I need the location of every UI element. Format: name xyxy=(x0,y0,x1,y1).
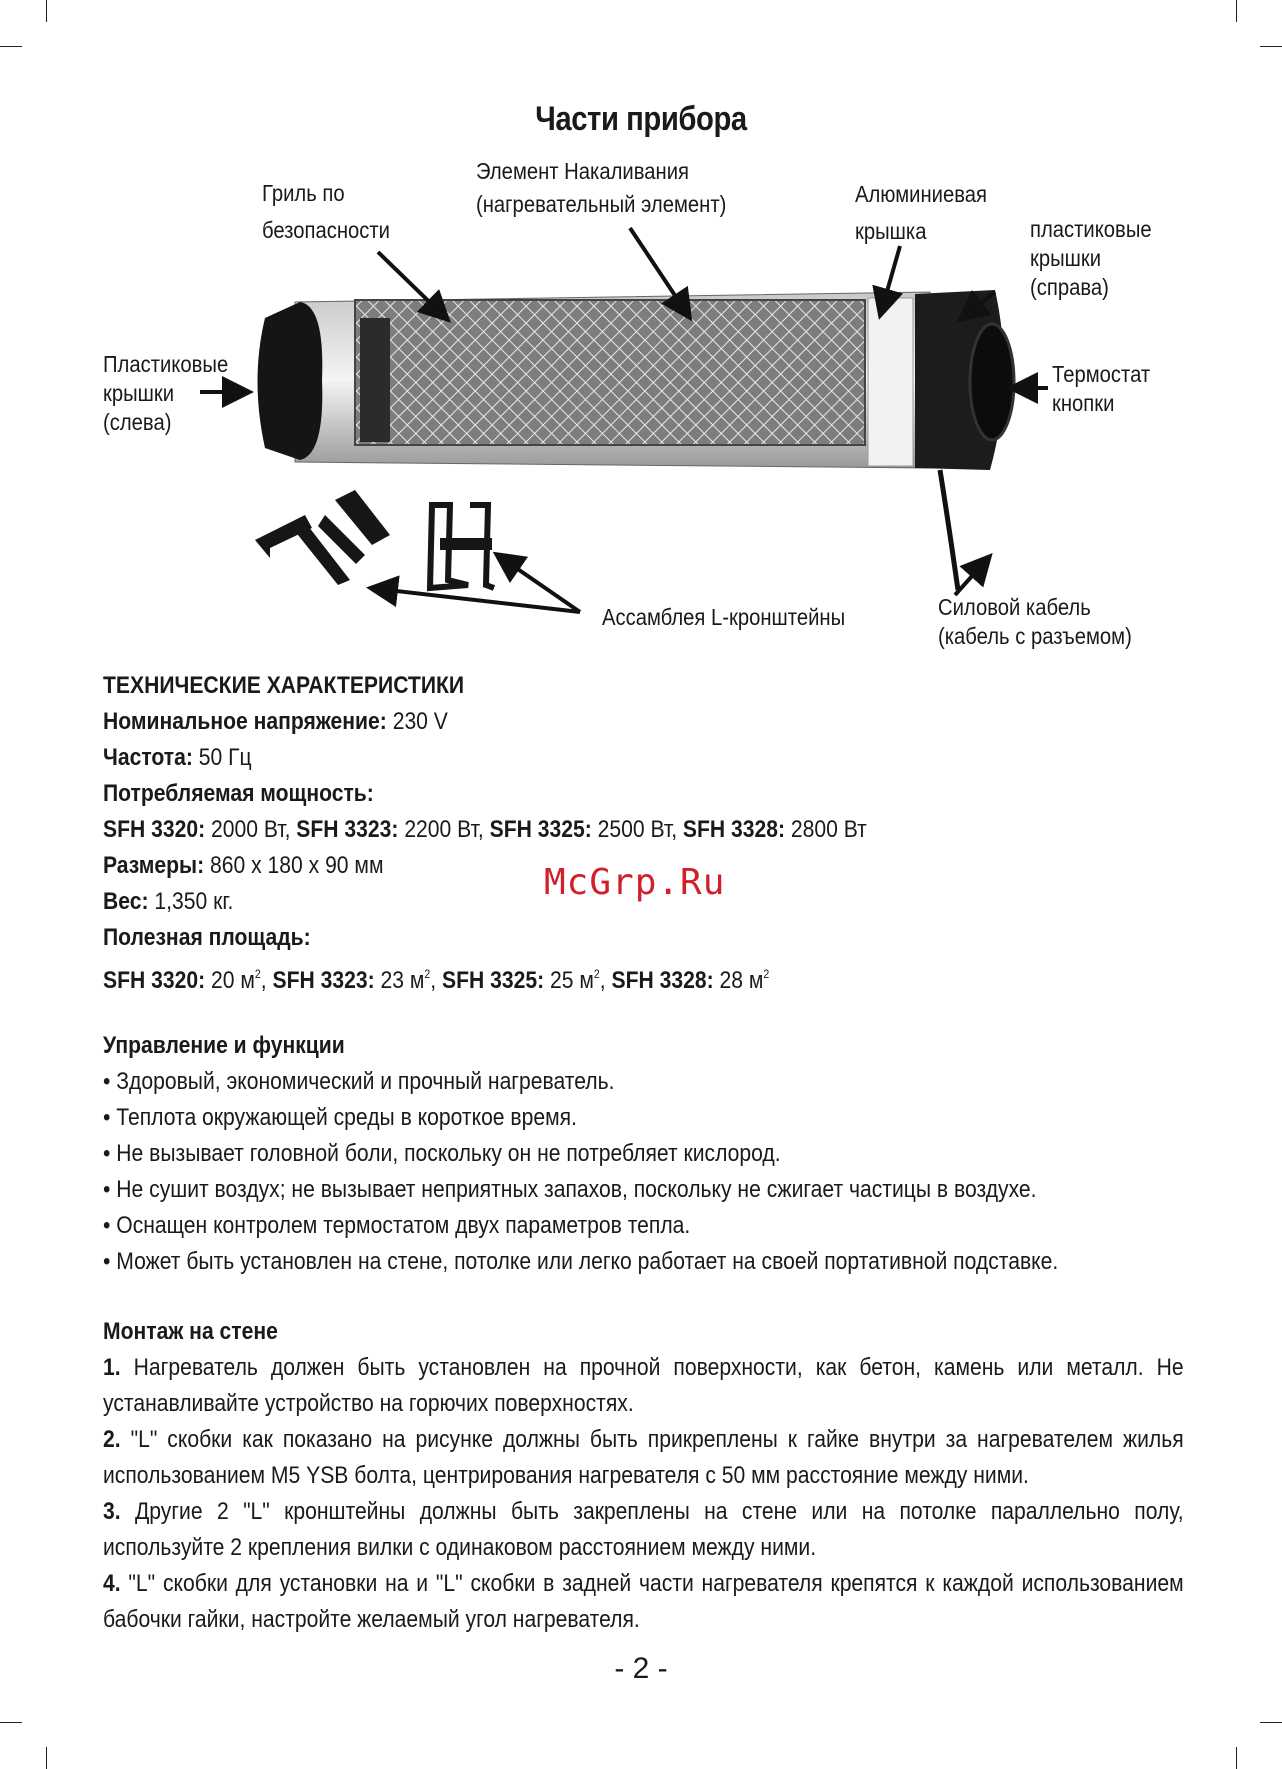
label-line: (справа) xyxy=(1030,274,1109,300)
spec-label: Размеры: xyxy=(103,852,205,879)
mounting-step xyxy=(103,1566,1184,1638)
spec-label: Полезная площадь: xyxy=(103,924,311,951)
unit-exponent: 2 xyxy=(254,967,261,981)
spec-power-models xyxy=(103,812,1053,848)
label-left-caps xyxy=(103,350,228,437)
step-number: 4. xyxy=(103,1570,121,1597)
model-name: SFH 3323: xyxy=(272,967,375,994)
label-line: пластиковые xyxy=(1030,216,1152,242)
feature-item: • Оснащен контролем термостатом двух параметров тепла. xyxy=(103,1208,1053,1244)
model-name: SFH 3325: xyxy=(442,967,545,994)
controls-heading: Управление и функции xyxy=(103,1032,345,1059)
left-cap xyxy=(258,302,323,460)
label-line: крышки xyxy=(103,380,175,406)
crop-mark xyxy=(46,1747,47,1769)
label-line: кнопки xyxy=(1052,390,1115,416)
label-line: Ассамблея L-кронштейны xyxy=(602,604,846,630)
spec-value: 860 х 180 х 90 мм xyxy=(204,852,384,879)
unit-exponent: 2 xyxy=(424,967,431,981)
spec-value: 230 V xyxy=(386,708,448,735)
thermostat-knob xyxy=(970,324,1014,440)
page-number: - 2 - xyxy=(614,1652,668,1685)
label-line: (слева) xyxy=(103,409,172,435)
label-line: безопасности xyxy=(262,217,390,243)
unit-exponent: 2 xyxy=(763,967,770,981)
spec-power-heading xyxy=(103,776,1053,812)
feature-item: • Здоровый, экономический и прочный нагреватель. xyxy=(103,1064,1053,1100)
model-value: 2800 Вт xyxy=(785,816,867,843)
label-line: Пластиковые xyxy=(103,351,229,377)
mounting-section xyxy=(103,1314,1184,1638)
label-line: Термостат xyxy=(1052,361,1151,387)
crop-mark xyxy=(0,1722,22,1723)
model-value: 20 м xyxy=(205,967,255,994)
step-text: "L" скобки как показано на рисунке должны быть прикреплены к гайке внутри за нагревателем жилья использованием М5 YSB болта, центрирования нагревателя с 50 мм расстояние между ними. xyxy=(103,1426,1184,1489)
spec-voltage xyxy=(103,704,1053,740)
aluminum-cover xyxy=(868,298,913,466)
step-text: "L" скобки для установки на и "L" скобки в задней части нагревателя крепятся к каждой использованием бабочки гайки, настройте желаемый угол нагревателя. xyxy=(103,1570,1184,1633)
mounting-step xyxy=(103,1422,1184,1494)
model-value: 2500 Вт, xyxy=(591,816,683,843)
label-grill xyxy=(262,179,390,245)
model-value: 25 м xyxy=(544,967,594,994)
label-line: Элемент Накаливания xyxy=(476,158,689,184)
model-name: SFH 3323: xyxy=(296,816,399,843)
model-name: SFH 3320: xyxy=(103,816,206,843)
crop-mark xyxy=(1236,1747,1237,1769)
label-thermostat xyxy=(1052,360,1150,418)
heater-illustration xyxy=(0,0,1282,680)
step-number: 2. xyxy=(103,1426,121,1453)
label-line: крышки xyxy=(1030,245,1102,271)
feature-item: • Может быть установлен на стене, потолке или легко работает на своей портативной подставке. xyxy=(103,1244,1053,1280)
spec-label: Потребляемая мощность: xyxy=(103,780,374,807)
label-line: Алюминиевая xyxy=(855,181,987,207)
spec-value: 1,350 кг. xyxy=(148,888,234,915)
controls-section xyxy=(103,1028,1059,1280)
label-right-caps xyxy=(1030,215,1152,302)
power-cable xyxy=(940,470,958,590)
model-name: SFH 3328: xyxy=(611,967,714,994)
separator: , xyxy=(430,967,443,994)
mounting-heading: Монтаж на стене xyxy=(103,1318,278,1345)
label-line: (нагревательный элемент) xyxy=(476,191,727,217)
model-value: 28 м xyxy=(713,967,764,994)
feature-item: • Не вызывает головной боли, поскольку он не потребляет кислород. xyxy=(103,1136,1053,1172)
mounting-step xyxy=(103,1494,1184,1566)
model-value: 2200 Вт, xyxy=(398,816,490,843)
label-line: крышка xyxy=(855,218,927,244)
feature-item: • Теплота окружающей среды в короткое время. xyxy=(103,1100,1053,1136)
model-name: SFH 3320: xyxy=(103,967,206,994)
model-value: 2000 Вт, xyxy=(205,816,297,843)
label-line: (кабель с разъемом) xyxy=(938,623,1132,649)
model-value: 23 м xyxy=(374,967,425,994)
label-heating-element xyxy=(476,157,726,219)
page-title: Части прибора xyxy=(535,100,747,138)
spec-frequency xyxy=(103,740,1053,776)
spec-label: Частота: xyxy=(103,744,193,771)
model-name: SFH 3328: xyxy=(682,816,786,843)
separator: , xyxy=(599,967,612,994)
label-power-cable xyxy=(938,593,1132,651)
specs-section xyxy=(103,668,1053,992)
label-line: Гриль по xyxy=(262,180,345,206)
crop-mark xyxy=(1260,1722,1282,1723)
safety-grill xyxy=(355,300,865,445)
spec-label: Номинальное напряжение: xyxy=(103,708,387,735)
step-number: 1. xyxy=(103,1354,121,1381)
mounting-step xyxy=(103,1350,1184,1422)
unit-exponent: 2 xyxy=(593,967,600,981)
spec-label: Вес: xyxy=(103,888,149,915)
spec-area-heading xyxy=(103,920,1053,956)
label-aluminum-cover xyxy=(855,180,987,246)
inner-frame xyxy=(360,318,390,442)
separator: , xyxy=(260,967,273,994)
feature-item: • Не сушит воздух; не вызывает неприятных запахов, поскольку не сжигает частицы в воздухе. xyxy=(103,1172,1053,1208)
step-text: Нагреватель должен быть установлен на прочной поверхности, как бетон, камень или металл. Не устанавливайте устройство на горючих поверхностях. xyxy=(103,1354,1184,1417)
step-text: Другие 2 "L" кронштейны должны быть закреплены на стене или на потолке параллельно полу, используйте 2 крепления вилки с одинаковом расстоянием между ними. xyxy=(103,1498,1184,1561)
specs-heading: ТЕХНИЧЕСКИЕ ХАРАКТЕРИСТИКИ xyxy=(103,672,465,699)
watermark: McGrp.Ru xyxy=(544,862,726,903)
label-line: Силовой кабель xyxy=(938,594,1091,620)
model-name: SFH 3325: xyxy=(489,816,592,843)
step-number: 3. xyxy=(103,1498,121,1525)
spec-area-models xyxy=(103,956,1053,992)
spec-value: 50 Гц xyxy=(192,744,252,771)
label-brackets xyxy=(602,603,845,632)
